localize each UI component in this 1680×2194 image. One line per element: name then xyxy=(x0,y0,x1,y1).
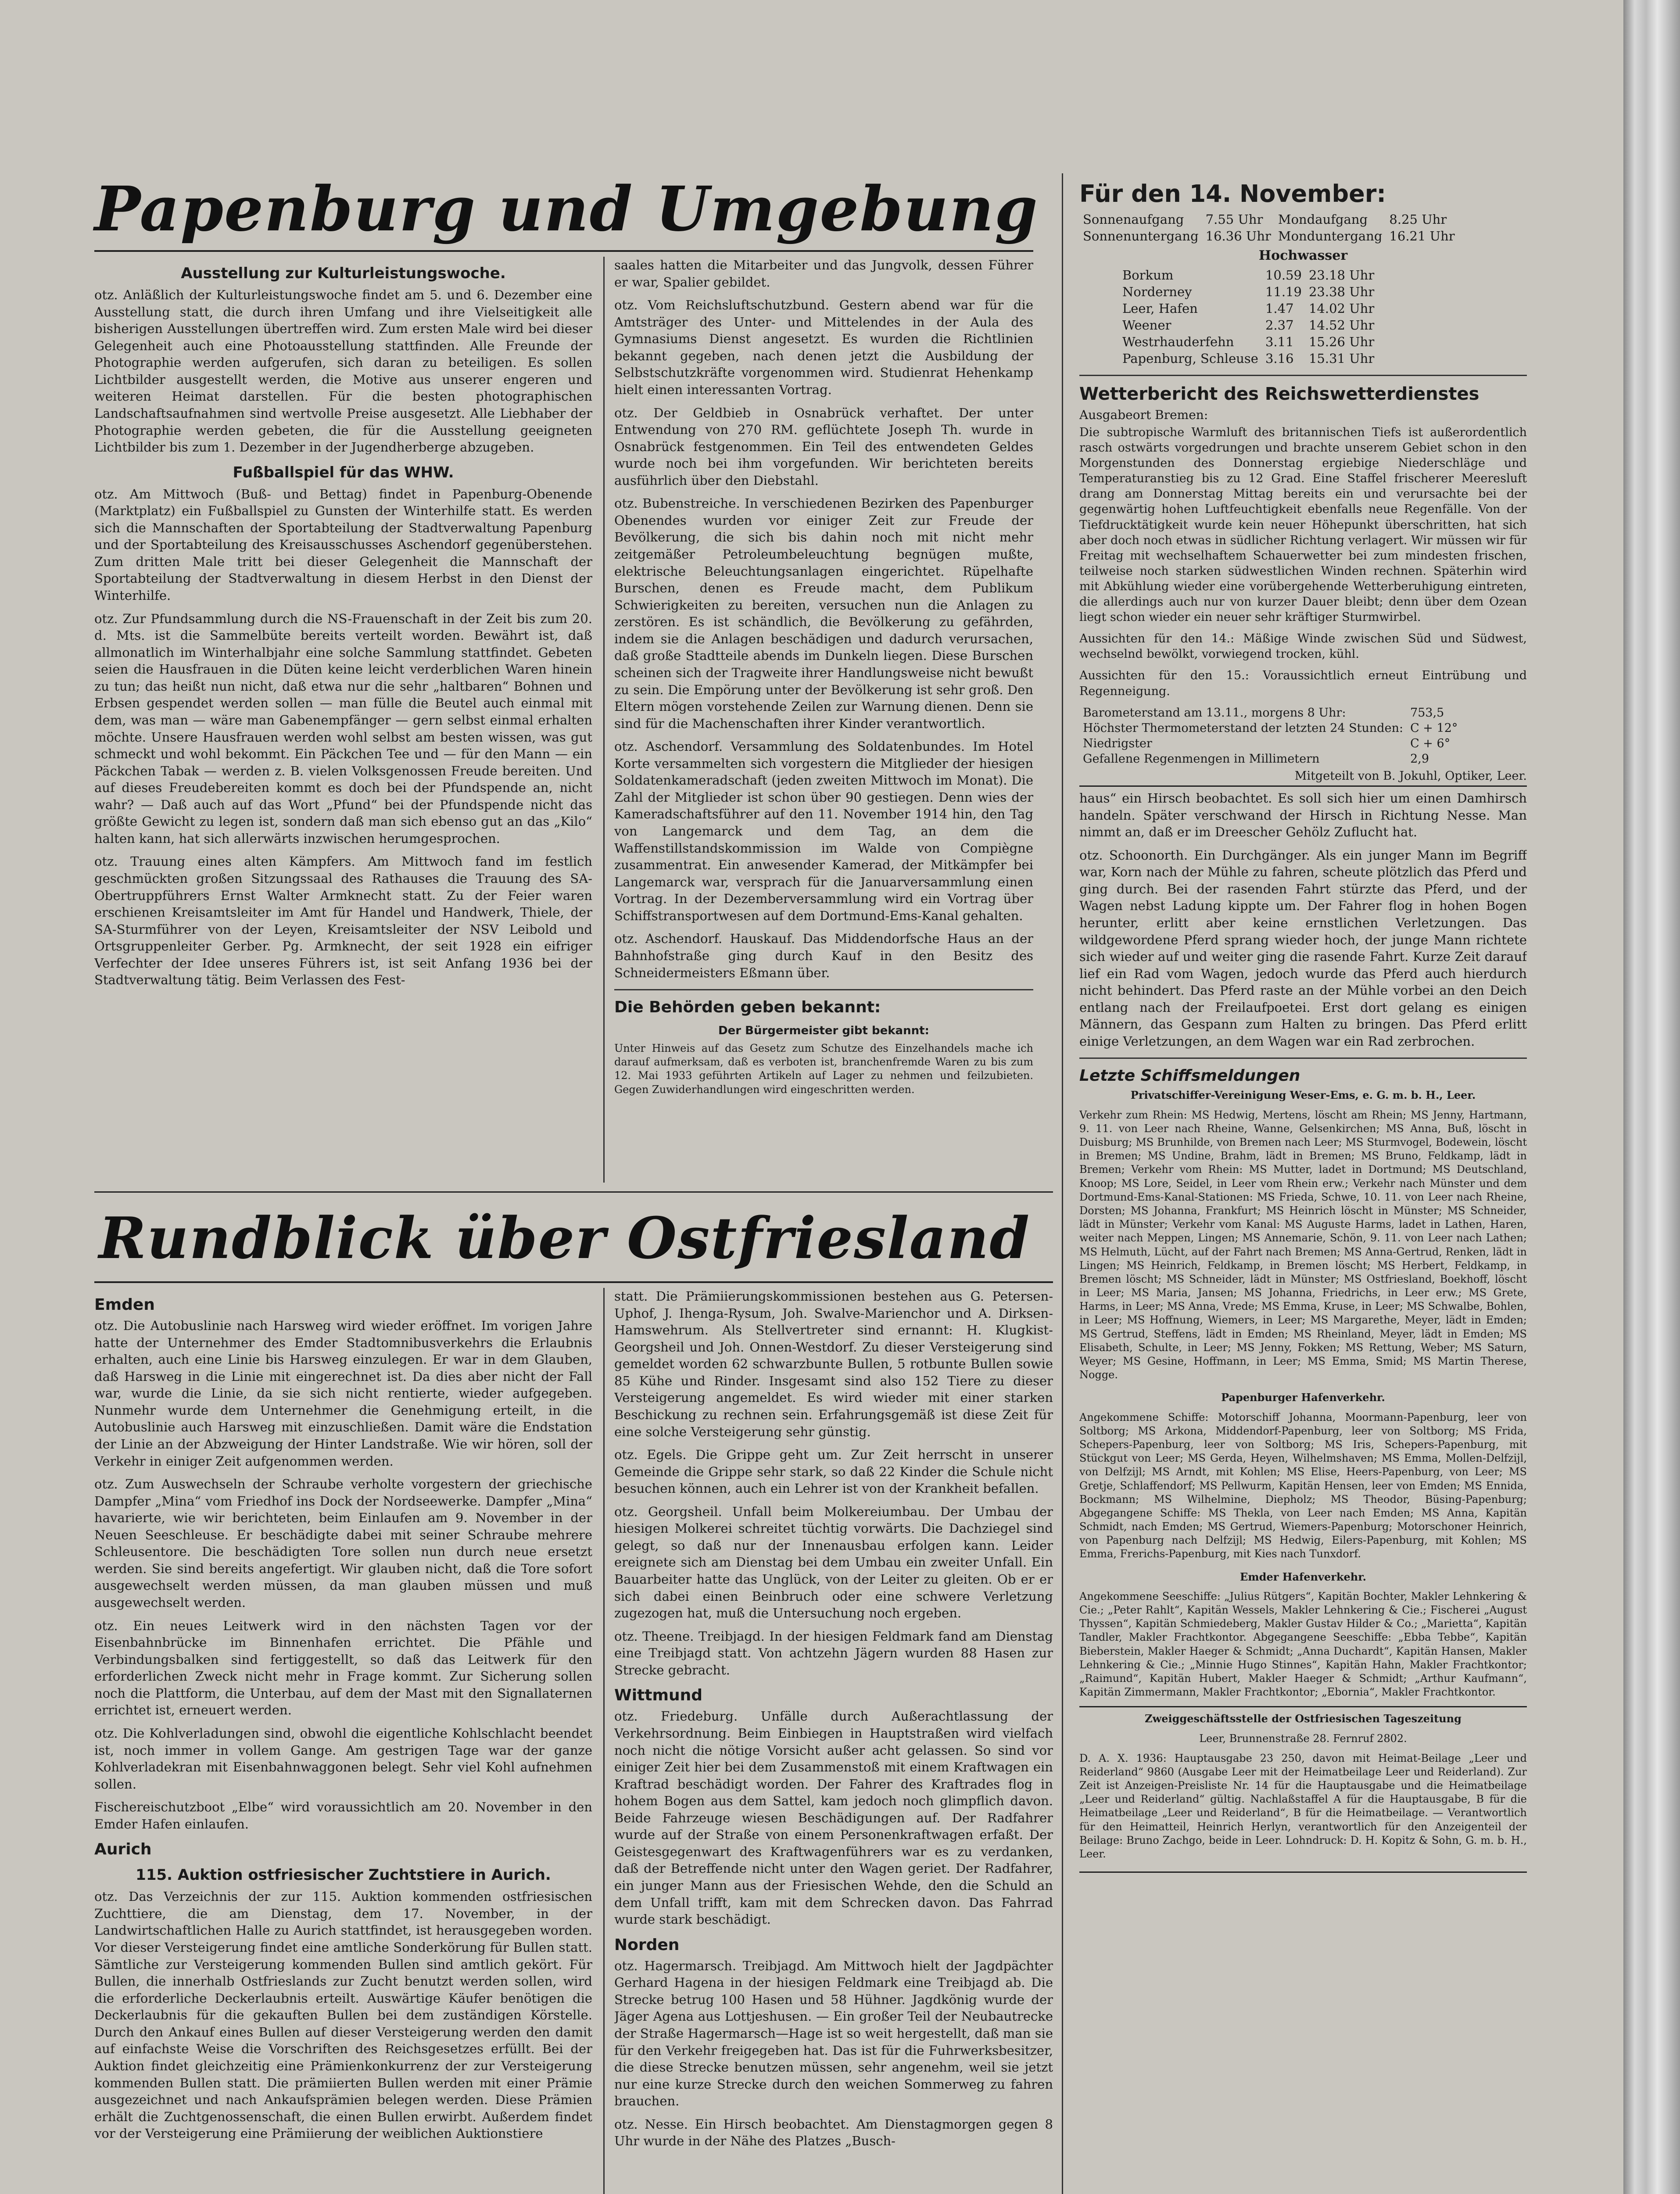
tide-place: Leer, Hafen xyxy=(1122,301,1198,316)
tide-time-b: 14.52 Uhr xyxy=(1308,318,1375,333)
column-3 xyxy=(1079,180,1527,794)
divider-3 xyxy=(603,1288,605,2194)
tmin-label: Niedrigster xyxy=(1083,736,1152,750)
tide-row xyxy=(1119,317,1378,333)
notice-text: Unter Hinweis auf das Gesetz zum Schutze des Einzelhandels mache ich darauf aufmerksam, daß es verboten ist, branchenfremde Waren zu bis zum 12. Mai 1933 geführten Artikeln auf Lager zu nehmen und feilzubieten. Gegen Zuwiderhandlungen wird eingeschritten werden. xyxy=(614,1042,1033,1096)
tide-place: Westrhauderfehn xyxy=(1122,334,1234,349)
moonrise-value: 8.25 Uhr xyxy=(1389,212,1447,227)
section-title-behoerden: Die Behörden geben bekannt: xyxy=(614,998,881,1017)
article-praemierung: statt. Die Prämiierungskommissionen bestehen aus G. Petersen-Uphof, J. Ihenga-Rysum, Joh. Swalve-Marienchor und A. Dirksen-Hamswehrum. Als Stellvertreter sind ernannt: H. Klugkist-Georgsheil und Joh. Onnen-Westdorf. Zu dieser Versteigerung sind gemeldet worden 62 schwarzbunte Bullen, 5 rotbunte Bullen sowie 85 Kühe und Rinder. Insgesamt sind also 152 Tiere zu dieser Versteigerung angemeldet. Es wird wieder mit einer starken Beschickung zu rechnen sein. Erfahrungsgemäß ist diese Zeit für eine solche Versteigerung sehr günstig. xyxy=(614,1289,1053,1439)
article-leitwerk: otz. Ein neues Leitwerk wird in den nächsten Tagen vor der Eisenbahnbrücke im Binnenhafen errichtet. Die Pfähle und Verbindungsbalken sind fertiggestellt, so daß das Leitwerk für den erforderlichen Zweck nicht mehr in Frage kommt. Zur Sicherung sollen noch die Plattform, die Unterbau, auf dem der Mast mit den Signallaternen errichtet ist, erneuert werden. xyxy=(94,1618,592,1718)
tide-row xyxy=(1119,267,1378,283)
headline2-top-rule xyxy=(94,1191,1053,1193)
column-3-lower xyxy=(1079,790,1527,2194)
divider-2 xyxy=(1062,173,1063,2194)
section-title-kultur: Ausstellung zur Kulturleistungswoche. xyxy=(181,265,506,282)
rain-label: Gefallene Regenmengen in Millimetern xyxy=(1083,752,1320,766)
tide-time-b: 15.31 Uhr xyxy=(1308,351,1375,366)
tide-time-b: 14.02 Uhr xyxy=(1308,301,1375,316)
article-autobus: otz. Die Autobuslinie nach Harsweg wird wieder eröffnet. Im vorigen Jahre hatte der Unternehmer des Emder Stadtomnibusverkehrs die Erlaubnis erhalten, auch eine Linie bis Harsweg einzulegen. Er war in dem Glauben, daß Harsweg in die Linie mit eingerechnet ist. Da dies aber nicht der Fall war, wurde die Linie, da sie sich nicht rentierte, wieder aufgegeben. Nunmehr wurde dem Unternehmer die Genehmigung erteilt, in die Autobuslinie auch Harsweg mit einzuschließen. Damit wäre die Endstation der Linie an der Abzweigung der Hinter Landstraße. Wie wir hören, soll der Verkehr in einiger Zeit aufgenommen werden. xyxy=(94,1318,592,1469)
tide-place: Norderney xyxy=(1122,284,1192,299)
column-1 xyxy=(94,257,592,1183)
article-pfundsammlung: otz. Zur Pfundsammlung durch die NS-Frauenschaft in der Zeit bis zum 20. d. Mts. ist die Sammelbüte bereits verteilt worden. Bewährt ist, daß allmonatlich im Winterhalbjahr eine solche Sammlung stattfindet. Gebeten seien die Hausfrauen in die Düten keine leicht verderblichen Waren hinein zu tun; das heißt nun nicht, daß etwa nur die sehr „haltbaren“ Bohnen und Erbsen gespendet werden sollen — man fülle die Beutel auch einmal mit dem, was man — wäre man Gabenempfänger — gern selbst einmal erhalten möchte. Unsere Hausfrauen werden wohl selbst am besten wissen, was gut schmeckt und wohl bekommt. Ein Päckchen Tee und — für den Mann — ein Päckchen Tabak — werden z. B. vielen Volksgenossen Freude bereiten. Und auf dieses Freudebereiten kommt es doch bei der Pfundspende an, nicht wahr? — Daß auch auf das Wort „Pfund“ bei der Pfundspende nicht das größte Gewicht zu legen ist, sondern daß man sich ebenso gut an das „Kilo“ halten kann, hat sich allerwärts inzwischen herumgesprochen. xyxy=(94,611,592,846)
article-elbe: Fischereischutzboot „Elbe“ wird voraussichtlich am 20. November in den Emder Hafen einlaufen. xyxy=(94,1800,592,1832)
section-rule xyxy=(614,989,1033,990)
article-continuation: saales hatten die Mitarbeiter und das Jungvolk, dessen Führer er war, Spalier gebildet. xyxy=(614,258,1033,290)
article-georgsheil: otz. Georgsheil. Unfall beim Molkereiumbau. Der Umbau der hiesigen Molkerei schreitet tüchtig vorwärts. Die Dachziegel sind gelegt, so daß nur der Innenausbau erfolgen kann. Leider ereignete sich am Dienstag bei dem Umbau ein zweiter Unfall. Ein Bauarbeiter hatte das Unglück, von der Leiter zu gleiten. Ob er er sich dabei einen Beinbruch oder eine schwere Verletzung zugezogen hat, muß die Untersuchung noch ergeben. xyxy=(614,1504,1053,1621)
weather-rule xyxy=(1079,375,1527,376)
page-edge xyxy=(1623,0,1680,2194)
tide-time-a: 11.19 xyxy=(1265,284,1302,299)
article-schraube: otz. Zum Auswechseln der Schraube verholte vorgestern der griechische Dampfer „Mina“ vom Friedhof ins Dock der Nordseewerke. Dampfer „Mina“ havarierte, wie wir berichteten, beim Einlaufen am 9. November in der Neuen Seeschleuse. Er beschädigte dabei mit seiner Schraube mehrere Schleusentore. Die beschädigten Tore sollen nun durch neue ersetzt werden. Sie sind bereits angefertigt. Wir glauben nicht, daß die Tore sofort ausgewechselt werden müssen, da man glauben müssen und muß ausgewechselt werden. xyxy=(94,1477,592,1610)
headline2-rule xyxy=(94,1281,1053,1283)
article-hauskauf: otz. Aschendorf. Hauskauf. Das Middendorfsche Haus an der Bahnhofstraße ging durch Kauf in den Besitz des Schneidermeisters Eßmann über. xyxy=(614,931,1033,980)
article-hirsch-cont: haus“ ein Hirsch beobachtet. Es soll sich hier um einen Damhirsch handeln. Später verschwand der Hirsch in Richtung Nesse. Man nimmt an, daß er im Dreescher Gehölz Zuflucht hat. xyxy=(1079,791,1527,840)
sunrise-value: 7.55 Uhr xyxy=(1205,212,1263,227)
tide-time-a: 1.47 xyxy=(1265,301,1294,316)
heading-emden: Emden xyxy=(94,1296,155,1314)
article-bubenstreiche: otz. Bubenstreiche. In verschiedenen Bezirken des Papenburger Obenendes wurden vor einiger Zeit zur Freude der Bevölkerung, die sich bis dahin noch mit nicht mehr zeitgemäßer Petroleumbeleuchtung begnügen mußte, elektrische Beleuchtungsanlagen eingerichtet. Rüpelhafte Burschen, denen es Freude macht, dem Publikum Schwierigkeiten zu bereiten, versuchen nun die Anlagen zu zerstören. Es ist schändlich, die Bevölkerung zu gefährden, indem sie die Anlagen beschädigen und dadurch verursachen, daß große Stadtteile abends im Dunkeln liegen. Diese Burschen scheinen sich der Tragweite ihrer Handlungsweise nicht bewußt zu sein. Die Empörung unter der Bevölkerung ist sehr groß. Den Eltern mögen vorstehende Zeilen zur Warnung dienen. Denn sie sind für die Machenschaften ihrer Kinder verantwortlich. xyxy=(614,496,1033,731)
divider-1 xyxy=(603,257,605,1183)
article-auktion: otz. Das Verzeichnis der zur 115. Auktion kommenden ostfriesischen Zuchttiere, die am Dienstag, dem 17. November, in der Landwirtschaftlichen Halle zu Aurich stattfindet, ist herausgegeben worden. Vor dieser Versteigerung findet eine amtliche Sonderkörung für Bullen statt. Sämtliche zur Versteigerung kommenden Bullen sind amtlich gekört. Für Bullen, die innerhalb Ostfrieslands zur Zucht benutzt werden sollen, wird die erforderliche Deckerlaubnis erteilt. Auswärtige Käufer benötigen die Deckerlaubnis für die gekauften Bullen bei dem zuständigen Körstelle. Durch den Ankauf eines Bullen auf dieser Versteigerung werden den damit auf einfachste Weise die Vorschriften des Reichsgesetzes erfüllt. Bei der Auktion findet gleichzeitig eine Prämienkonkurrenz der zur Versteigerung kommenden Bullen statt. Die prämiierten Bullen werden mit einer Prämie ausgezeichnet und nach Ankaufsprämien belegen werden. Diese Prämien erhält die Zuchtgenossenschaft, die einen Bullen erwirbt. Außerdem findet vor der Versteigerung eine Prämiierung der weiblichen Auktionstiere xyxy=(94,1889,592,2141)
imprint-heading: Zweiggeschäftsstelle der Ostfriesischen Tageszeitung xyxy=(1145,1712,1461,1725)
moonset-label: Monduntergang xyxy=(1278,229,1383,244)
tide-place: Borkum xyxy=(1122,268,1174,283)
weather-sub: Ausgabeort Bremen: xyxy=(1079,408,1208,422)
tide-place: Papenburg, Schleuse xyxy=(1122,351,1258,366)
imprint-address: Leer, Brunnenstraße 28. Fernruf 2802. xyxy=(1199,1732,1407,1745)
baro-value: 753,5 xyxy=(1410,706,1444,720)
tide-time-a: 10.59 xyxy=(1265,268,1302,283)
forecast-15: Aussichten für den 15.: Voraussichtlich erneut Eintrübung und Regenneigung. xyxy=(1079,669,1527,698)
measurement-table xyxy=(1079,705,1461,767)
headline-ostfriesland: Rundblick über Ostfriesland xyxy=(99,1205,1031,1272)
article-gelddieb: otz. Der Geldbieb in Osnabrück verhaftet. Der unter Entwendung von 270 RM. geflüchtete Joseph Th. wurde in Osnabrück festgenommen. Ein Teil des entwendeten Geldes wurde noch bei ihm vorgefunden. Wir berichteten bereits ausführlich über den Diebstahl. xyxy=(614,405,1033,488)
article-friedeburg: otz. Friedeburg. Unfälle durch Außerachtlassung der Verkehrsordnung. Beim Einbiegen in Hauptstraßen wird vielfach noch nicht die nötige Vorsicht außer acht gelassen. So sind vor einiger Zeit hier bei dem Zusammenstoß mit einem Kraftwagen ein Kraftrad beschädigt worden. Der Fahrer des Kraftrades flog in hohem Bogen aus dem Sattel, kam jedoch noch glimpflich davon. Beide Fahrzeuge wiesen Beschädigungen auf. Der Radfahrer wurde auf der Straße von einem Personenkraftwagen erfaßt. Der Geistesgegenwart des Kraftwagenführers war es zu verdanken, daß der Betreffende nicht unter den Wagen geriet. Der Radfahrer, ein junger Mann aus der Friesischen Wehde, den die Schuld an dem Unfall trifft, kam mit dem Schrecken davon. Das Fahrrad wurde stark beschädigt. xyxy=(614,1709,1053,1927)
article-theene: otz. Theene. Treibjagd. In der hiesigen Feldmark fand am Dienstag eine Treibjagd statt. Von achtzehn Jägern wurden 88 Hasen zur Strecke gebracht. xyxy=(614,1628,1053,1678)
sunrise-label: Sonnenaufgang xyxy=(1083,212,1184,227)
moonrise-label: Mondaufgang xyxy=(1278,212,1368,227)
tide-row xyxy=(1119,350,1378,367)
ships-sub: Privatschiffer-Vereinigung Weser-Ems, e. G. m. b. H., Leer. xyxy=(1130,1089,1476,1102)
weather-heading: Wetterbericht des Reichswetterdienstes xyxy=(1079,384,1479,404)
tide-place: Weener xyxy=(1122,318,1171,333)
column-2 xyxy=(614,257,1033,1183)
tide-time-b: 23.38 Uhr xyxy=(1308,284,1375,299)
sun-moon-table xyxy=(1079,211,1458,244)
forecast-14: Aussichten für den 14.: Mäßige Winde zwischen Süd und Südwest, wechselnd bewölkt, vorwiegend trocken, kühl. xyxy=(1079,632,1527,661)
weather-box-rule xyxy=(1079,785,1527,787)
article-trauung: otz. Trauung eines alten Kämpfers. Am Mittwoch fand im festlich geschmückten großen Sitzungssaal des Rathauses die Trauung des SA-Obertruppführers Ernst Walter Armknecht statt. Zu der Feier waren erschienen Kreisamtsleiter im Amt für Handel und Handwerk, Thiele, der SA-Sturmführer von der Leyen, Kreisamtsleiter der NSV Leibold und Ortsgruppenleiter Gerber. Pg. Armknecht, der seit 1928 ein eifriger Verfechter der Idee unseres Führers ist, ist seit Anfang 1936 bei der Stadtverwaltung tätig. Beim Verlassen des Fest- xyxy=(94,854,592,988)
article-kohl: otz. Die Kohlverladungen sind, obwohl die eigentliche Kohlschlacht beendet ist, noch immer in vollem Gange. Am gestrigen Tage war der ganze Kohlverladekran mit Eisenbahnwaggonen belegt. Sehr viel Kohl aufnehmen sollen. xyxy=(94,1725,592,1792)
tide-row xyxy=(1119,300,1378,317)
headline-papenburg: Papenburg und Umgebung xyxy=(94,173,1039,245)
baro-label: Barometerstand am 13.11., morgens 8 Uhr: xyxy=(1083,706,1346,720)
emden-harbor-heading: Emder Hafenverkehr. xyxy=(1239,1570,1366,1583)
moonset-value: 16.21 Uhr xyxy=(1389,229,1455,244)
article-luftschutz: otz. Vom Reichsluftschutzbund. Gestern abend war für die Amtsträger des Unter- und Mittelendes in der Aula des Gymnasiums Dienst angesetzt. Es wurden die Richtlinien bekannt gegeben, nach denen jetzt die Ausbildung der Selbstschutzkräfte vorgenommen wird. Studienrat Hehenkamp hielt einen interessanten Vortrag. xyxy=(614,298,1033,397)
tide-time-b: 23.18 Uhr xyxy=(1308,268,1375,283)
ships-heading: Letzte Schiffsmeldungen xyxy=(1079,1067,1300,1085)
section-title-fussball: Fußballspiel für das WHW. xyxy=(233,463,454,481)
headline1-rule xyxy=(94,250,1033,252)
tmax-label: Höchster Thermometerstand der letzten 24 Stunden: xyxy=(1083,721,1404,735)
sunset-label: Sonnenuntergang xyxy=(1083,229,1199,244)
notice-title: Der Bürgermeister gibt bekannt: xyxy=(718,1024,929,1038)
article-schoonorth: otz. Schoonorth. Ein Durchgänger. Als ein junger Mann im Begriff war, Korn nach der Mühle zu fahren, scheute plötzlich das Pferd und ging durch. Bei der rasenden Fahrt stürzte das Pferd, und der Wagen nebst Ladung kippte um. Der Fahrer flog in hohen Bogen herunter, erlitt aber keine ernstlichen Verletzungen. Das wildgewordene Pferd sprang wieder hoch, der junge Mann richtete sich wieder auf und weiter ging die rasende Fahrt. Kurze Zeit darauf lief ein Rad vom Wagen, jedoch wurde das Pferd auch hierdurch nicht behindert. Das Pferd raste an der Mühle vorbei an den Deich entlang nach der Freilaufpoetei. Erst dort gelang es einigen Männern, das Gespann zum Halten zu bringen. Das Pferd erlitt einige Verletzungen, an dem Wagen war ein Rad zerbrochen. xyxy=(1079,847,1527,1049)
tide-time-a: 3.16 xyxy=(1265,351,1294,366)
tide-time-a: 2.37 xyxy=(1265,318,1294,333)
rain-value: 2,9 xyxy=(1410,752,1429,766)
article-egels: otz. Egels. Die Grippe geht um. Zur Zeit herrscht in unserer Gemeinde die Grippe sehr stark, so daß 22 Kinder die Schule nicht besuchen können, auch ein Lehrer ist von der Krankheit befallen. xyxy=(614,1447,1053,1496)
article-nesse: otz. Nesse. Ein Hirsch beobachtet. Am Dienstagmorgen gegen 8 Uhr wurde in der Nähe des Platzes „Busch- xyxy=(614,2116,1053,2149)
tide-time-a: 3.11 xyxy=(1265,334,1294,349)
harbor-heading: Papenburger Hafenverkehr. xyxy=(1221,1391,1385,1404)
harbor-text: Angekommene Schiffe: Motorschiff Johanna, Moormann-Papenburg, leer von Soltborg; MS Arkona, Middendorf-Papenburg, leer von Soltborg; MS Frida, Schepers-Papenburg, leer von Soltborg; MS Iris, Schepers-Papenburg, mit Stückgut von Leer; MS Gerda, Heyen, Wilhelmshaven; MS Emma, Mollen-Delfzijl, von Delfzijl; MS Arndt, mit Kohlen; MS Elise, Heers-Papenburg, von Leer; MS Gretje, Schlaffendorf; MS Pellwurm, Kapitän Hensen, leer von Emden; MS Ennida, Bockmann; MS Wilhelmine, Diepholz; MS Theodor, Büsing-Papenburg; Abgegangene Schiffe: MS Thekla, von Leer nach Emden; MS Anna, Kapitän Schmidt, nach Emden; MS Gertrud, Wiemers-Papenburg; Motorschoner Heinrich, von Papenburg nach Delfzijl; MS Hedwig, Eilers-Papenburg, mit Kohlen; MS Emma, Frerichs-Papenburg, mit Kies nach Tunxdorf. xyxy=(1079,1411,1527,1560)
heading-norden: Norden xyxy=(614,1936,680,1954)
tide-table xyxy=(1119,267,1378,367)
article-fussball: otz. Am Mittwoch (Buß- und Bettag) findet in Papenburg-Obenende (Marktplatz) ein Fußballspiel zu Gunsten der Winterhilfe statt. Es werden sich die Mannschaften der Sportabteilung der Stadtverwaltung Papenburg und der Sportabteilung des Kreisausschusses Aschendorf gegenüberstehen. Zum dritten Male tritt bei dieser Gelegenheit die Mannschaft der Sportabteilung der Stadtverwaltung in diesem Herbst in den Dienst der Winterhilfe. xyxy=(94,486,592,603)
tide-row xyxy=(1119,283,1378,300)
article-soldatenbund: otz. Aschendorf. Versammlung des Soldatenbundes. Im Hotel Korte versammelten sich vorgestern die Mitglieder der hiesigen Soldatenkameradschaft (jeden zweiten Mittwoch im Monat). Die Zahl der Mitglieder ist schon über 90 gestiegen. Denn wies der Kameradschaftsführer auf den 11. November 1914 hin, den Tag von Langemarck und dem Tag, an dem die Waffenstillstandskommission im Walde von Compiègne zusammentrat. Ein anwesender Kamerad, der Mitkämpfer bei Langemarck war, versprach für die Januarversammlung einen Vortrag. In der Dezemberversammlung wird ein Vortrag über Schiffstransportwesen auf dem Dortmund-Ems-Kanal gehalten. xyxy=(614,739,1033,923)
aurich-title: 115. Auktion ostfriesischer Zuchtstiere in Aurich. xyxy=(136,1866,551,1884)
imprint-text: D. A. X. 1936: Hauptausgabe 23 250, davon mit Heimat-Beilage „Leer und Reiderland“ 9860 (Ausgabe Leer mit der Heimatbeilage Leer und Reiderland). Zur Zeit ist Anzeigen-Preisliste Nr. 14 für die Hauptausgabe und die Heimatbeilage „Leer und Reiderland“ gültig. Nachlaßstaffel A für die Hauptausgabe, B für die Heimatbeilage „Leer und Reiderland“, B für die Heimatbeilage. — Verantwortlich für den Heimatteil, Heinrich Herlyn, verantwortlich für den Anzeigenteil der Beilage: Bruno Zachgo, beide in Leer. Lohndruck: D. H. Kopitz & Sohn, G. m. b. H., Leer. xyxy=(1079,1752,1527,1860)
ships-text: Verkehr zum Rhein: MS Hedwig, Mertens, löscht am Rhein; MS Jenny, Hartmann, 9. 11. von Leer nach Rheine, Wanne, Gelsenkirchen; MS Anna, Buß, löscht in Duisburg; MS Brunhilde, von Bremen nach Leer; MS Sturmvogel, Bodewein, löscht in Bremen; MS Undine, Brahm, lädt in Bremen; MS Bruno, Feldkamp, lädt in Bremen; Verkehr vom Rhein: MS Mutter, ladet in Dortmund; MS Deutschland, Knoop; MS Lore, Seidel, in Leer vom Rhein erw.; Verkehr nach Münster und dem Dortmund-Ems-Kanal-Stationen: MS Frieda, Schwe, 10. 11. von Leer nach Rheine, Dorsten; MS Johanna, Frankfurt; MS Heinrich löscht in Münster; MS Schneider, lädt in Münster; Verkehr vom Kanal: MS Auguste Harms, ladet in Lathen, Haren, weiter nach Meppen, Lingen; MS Annemarie, Schön, 9. 11. von Leer nach Lathen; MS Helmuth, Lücht, auf der Fahrt nach Bremen; MS Anna-Gertrud, Renken, lädt in Lingen; MS Heinrich, Feldkamp, in Bremen löscht; MS Herbert, Feldkamp, in Bremen löscht; MS Schneider, lädt in Münster; MS Ostfriesland, Boekhoff, löscht in Leer; MS Maria, Jansen; MS Johanna, Friedrichs, in Leer erw.; MS Grete, Harms, in Leer; MS Anna, Vrede; MS Emma, Kruse, in Leer; MS Schwalbe, Bohlen, in Leer; MS Hoffnung, Wiemers, in Leer; MS Margarethe, Meyer, lädt in Emden; MS Gertrud, Steffens, lädt in Emden; MS Rheinland, Meyer, lädt in Emden; MS Elisabeth, Schulte, in Leer; MS Jenny, Fokken; MS Rettung, Weber; MS Saturn, Weyer; MS Gesine, Hoffmann, in Leer; MS Emma, Smid; MS Martin Therese, Nogge. xyxy=(1079,1108,1527,1381)
column-emden xyxy=(94,1288,592,2194)
tmin-value: C + 6° xyxy=(1410,736,1451,750)
column-mid xyxy=(614,1288,1053,2194)
ships-rule xyxy=(1079,1058,1527,1059)
tide-heading: Hochwasser xyxy=(1258,248,1348,263)
tide-row xyxy=(1119,333,1378,350)
heading-wittmund: Wittmund xyxy=(614,1686,703,1705)
tide-time-b: 15.26 Uhr xyxy=(1308,334,1375,349)
emden-harbor-text: Angekommene Seeschiffe: „Julius Rütgers“, Kapitän Bochter, Makler Lehnkering & Cie.; „Peter Rahlt“, Kapitän Wessels, Makler Lehnkering & Cie.; Fischerei „August Thyssen“, Kapitän Schmiedeberg, Makler Gustav Hilder & Co.; „Marietta“, Kapitän Tandler, Makler Frachtkontor. Abgegangene Seeschiffe: „Ebba Tebbe“, Kapitän Bieberstein, Makler Haeger & Schmidt; „Anna Duchardt“, Kapitän Hansen, Makler Lehnkering & Cie.; „Minnie Hugo Stinnes“, Kapitän Hahn, Makler Frachtkontor; „Raimund“, Kapitän Hubert, Makler Haeger & Schmidt; „Arthur Kaufmann“, Kapitän Zimmermann, Makler Frachtkontor; „Ebornia“, Makler Frachtkontor. xyxy=(1079,1590,1527,1699)
sunset-value: 16.36 Uhr xyxy=(1205,229,1271,244)
weather-text: Die subtropische Warmluft des britannischen Tiefs ist außerordentlich rasch ostwärts vorgedrungen und brachte unserem Gebiet schon in den Morgenstunden des Donnerstag ergiebige Niederschläge und Temperaturanstieg bis zu 12 Grad. Eine Staffel frischerer Meeresluft drang am Donnerstag Mittag bereits ein und verursachte bei der gegenwärtig hohen Luftfeuchtigkeit ebenfalls neue Regenfälle. Von der Tiefdrucktätigkeit wurde kein neuer Höhepunkt überschritten, hat sich aber doch noch etwas in südlicher Richtung verlagert. Wir müssen wir für Freitag mit wechselhaftem Schauerwetter bei zum mindesten frischen, teilweise noch starken südwestlichen Winden rechnen. Späterhin wird mit Abkühlung wieder eine vorübergehende Wetterberuhigung eintreten, die allerdings auch nur von kurzer Dauer bleibt; denn über dem Ozean liegt schon wieder ein neuer sehr kräftiger Sturmwirbel. xyxy=(1079,426,1527,624)
tmax-value: C + 12° xyxy=(1410,721,1458,735)
date-heading: Für den 14. November: xyxy=(1079,180,1386,208)
weather-source: Mitgeteilt von B. Jokuhl, Optiker, Leer. xyxy=(1294,769,1527,783)
heading-aurich: Aurich xyxy=(94,1840,152,1859)
article-kultur: otz. Anläßlich der Kulturleistungswoche findet am 5. und 6. Dezember eine Ausstellung statt, die durch ihren Umfang und ihre Vielseitigkeit alle bisherigen Ausstellungen übertreffen wird. Zum ersten Male wird bei dieser Gelegenheit auch eine Photoausstellung stattfinden. Alle Freunde der Photographie werden aufgerufen, sich daran zu beteiligen. Es sollen Lichtbilder ausgestellt werden, die Motive aus unserer engeren und weiteren Heimat darstellen. Für die besten photographischen Landschaftsaufnahmen sind wertvolle Preise ausgesetzt. Alle Liebhaber der Photographie werden gebeten, die für die Ausstellung geeigneten Lichtbilder bis zum 1. Dezember in der Jugendherberge abzugeben. xyxy=(94,287,592,455)
article-hagermarsch: otz. Hagermarsch. Treibjagd. Am Mittwoch hielt der Jagdpächter Gerhard Hagena in der hiesigen Feldmark eine Treibjagd ab. Die Strecke betrug 100 Hasen und 58 Hühner. Jagdkönig wurde der Jäger Agena aus Lottjeshusen. — Ein großer Teil der Neubautrecke der Straße Hagermarsch—Hage ist so weit hergestellt, daß man sie für den Verkehr freigegeben hat. Das ist für die Fuhrwerksbesitzer, die diese Strecke benutzen müssen, sehr angenehm, weil sie jetzt nur eine kurze Strecke durch den weichen Sommerweg zu fahren brauchen. xyxy=(614,1958,1053,2109)
